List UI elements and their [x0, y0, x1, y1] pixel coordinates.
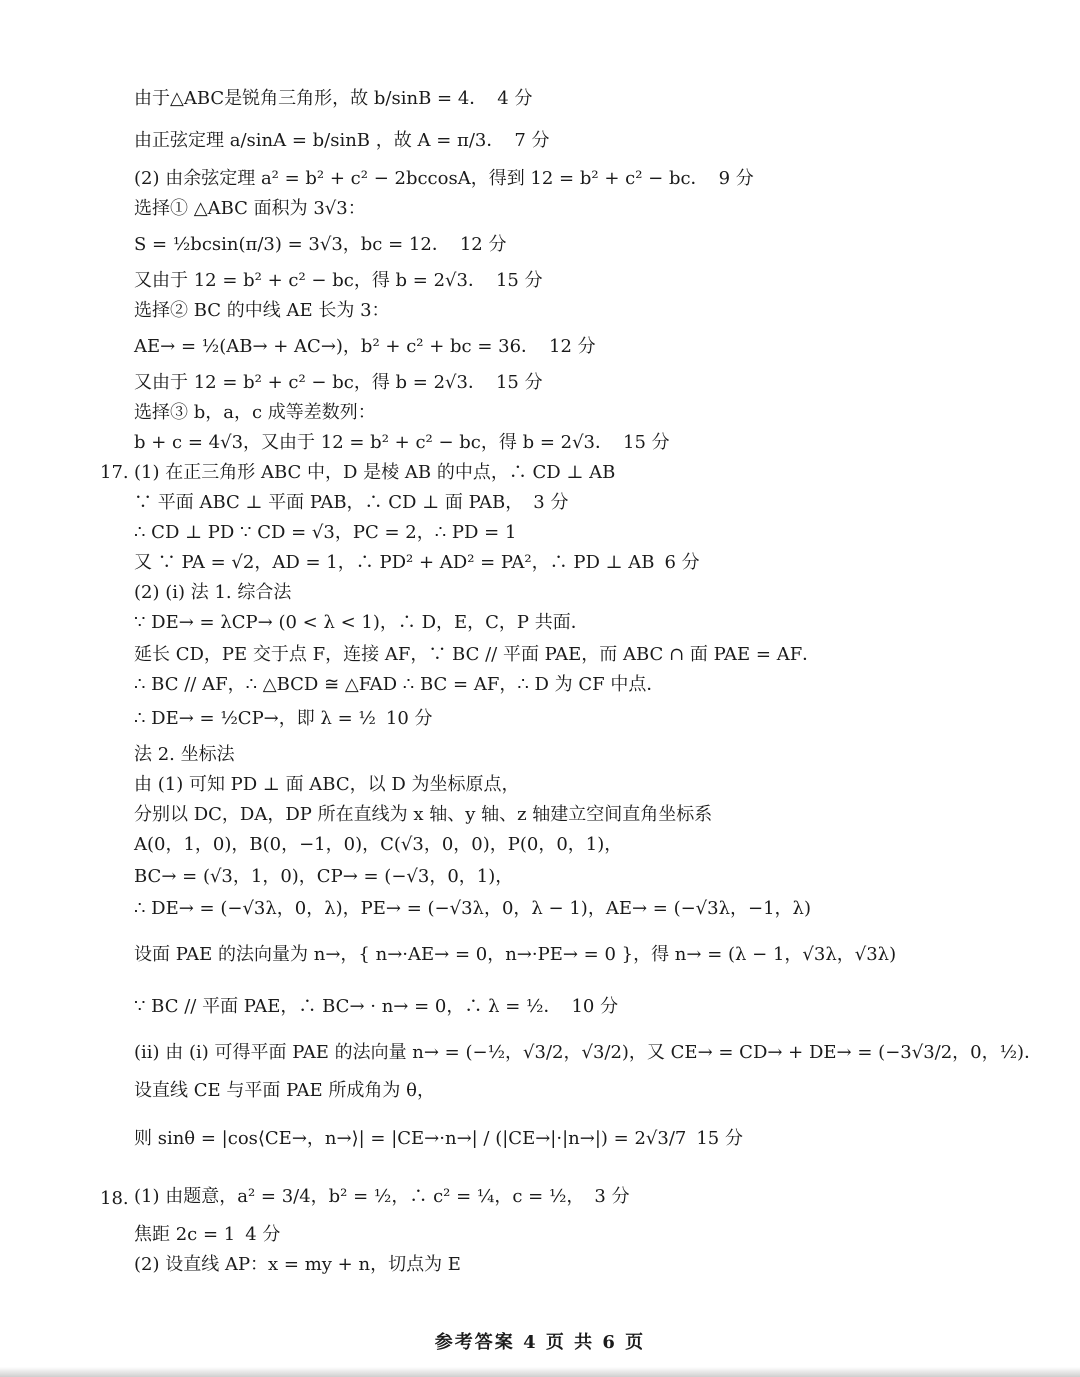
- solution-line: [134, 464, 625, 482]
- line-text: b + c = 4√3，又由于 12 = b² + c² − bc，得 b = 2√3．: [134, 432, 614, 453]
- score-label: 9 分: [718, 168, 754, 189]
- line-text: BC→ = (√3，1，0)，CP→ = (−√3，0，1)，: [134, 866, 514, 887]
- solution-line: [134, 836, 632, 854]
- solution-line: [134, 374, 543, 392]
- line-text: (2) 设直线 AP：x = my + n，切点为 E: [134, 1254, 461, 1275]
- line-text: 由正弦定理 a/sinA = b/sinB ，故 A = π/3．: [134, 130, 505, 151]
- solution-line: [134, 676, 674, 694]
- solution-line: [134, 710, 433, 728]
- line-text: 由于△ABC是锐角三角形，故 b/sinB = 4．: [134, 88, 488, 109]
- solution-line: [134, 1226, 280, 1244]
- score-label: 15 分: [696, 1128, 743, 1149]
- solution-line: [134, 946, 906, 964]
- line-text: (ii) 由 (i) 可得平面 PAE 的法向量 n→ = (−½，√3/2，√3/2)，又 CE→ = CD→ + DE→ = (−3√3/2，0，½)．: [134, 1042, 1043, 1063]
- line-text: 选择② BC 的中线 AE 长为 3：: [134, 300, 390, 321]
- score-label: 4 分: [497, 88, 533, 109]
- score-label: 10 分: [571, 996, 619, 1017]
- question-number-17: 17.: [100, 462, 129, 483]
- score-label: 3 分: [533, 492, 569, 513]
- solution-line: [134, 302, 400, 320]
- score-label: 15 分: [623, 432, 670, 453]
- solution-line: [134, 746, 245, 764]
- line-text: ∵ DE→ = λCP→ (0 < λ < 1)，∴ D，E，C，P 共面．: [134, 612, 589, 633]
- line-text: A(0，1，0)，B(0，−1，0)，C(√3，0，0)，P(0，0，1)，: [134, 834, 623, 855]
- line-text: 设面 PAE 的法向量为 n→，{ n→·AE→ = 0，n→·PE→ = 0 }，得 n→ = (λ − 1，√3λ，√3λ): [134, 944, 897, 965]
- solution-line: [134, 868, 523, 886]
- line-text: ∴ DE→ = (−√3λ，0，λ)，PE→ = (−√3λ，0，λ − 1)，AE→ = (−√3λ，−1，λ): [134, 898, 811, 919]
- solution-line: [134, 584, 301, 602]
- solution-line: [134, 1188, 630, 1206]
- score-label: 7 分: [514, 130, 550, 151]
- solution-line: [134, 646, 830, 664]
- score-label: 10 分: [385, 708, 433, 729]
- score-label: 3 分: [594, 1186, 630, 1207]
- solution-line: [134, 272, 543, 290]
- line-text: ∴ CD ⊥ PD ∵ CD = √3，PC = 2，∴ PD = 1: [134, 522, 517, 543]
- line-text: 由 (1) 可知 PD ⊥ 面 ABC，以 D 为坐标原点，: [134, 774, 520, 795]
- line-text: 焦距 2c = 1: [134, 1224, 236, 1245]
- solution-line: [134, 1130, 743, 1148]
- solution-line: [134, 806, 722, 824]
- line-text: S = ½bcsin(π/3) = 3√3，bc = 12．: [134, 234, 450, 255]
- scan-edge: [0, 1367, 1080, 1377]
- score-label: 15 分: [495, 270, 543, 291]
- score-label: 6 分: [664, 552, 700, 573]
- line-text: 延长 CD，PE 交于点 F，连接 AF，∵ BC // 平面 PAE，而 ABC ∩ 面 PAE = AF．: [134, 644, 821, 665]
- line-text: 选择③ b，a，c 成等差数列：: [134, 402, 376, 423]
- line-text: ∵ 平面 ABC ⊥ 平面 PAB，∴ CD ⊥ 面 PAB，: [134, 492, 524, 513]
- score-label: 12 分: [459, 234, 507, 255]
- line-text: 又 ∵ PA = √2，AD = 1，∴ PD² + AD² = PA²，∴ PD ⊥ AB: [134, 552, 655, 573]
- solution-line: [134, 90, 532, 108]
- line-text: 设直线 CE 与平面 PAE 所成角为 θ，: [134, 1080, 435, 1101]
- line-text: 分别以 DC，DA，DP 所在直线为 x 轴、y 轴、z 轴建立空间直角坐标系: [134, 804, 713, 825]
- line-text: (1) 在正三角形 ABC 中，D 是棱 AB 的中点，∴ CD ⊥ AB: [134, 462, 616, 483]
- solution-line: [134, 236, 506, 254]
- solution-line: [134, 132, 550, 150]
- solution-line: [134, 524, 526, 542]
- line-text: 又由于 12 = b² + c² − bc，得 b = 2√3．: [134, 372, 486, 393]
- solution-line: [134, 554, 700, 572]
- solution-line: [134, 404, 386, 422]
- solution-line: [134, 338, 596, 356]
- score-label: 15 分: [495, 372, 543, 393]
- score-label: 12 分: [549, 336, 596, 357]
- solution-line: [134, 776, 530, 794]
- solution-line: [134, 900, 821, 918]
- line-text: (2) (i) 法 1. 综合法: [134, 582, 292, 603]
- solution-line: [134, 998, 618, 1016]
- line-text: ∴ BC // AF，∴ △BCD ≅ △FAD ∴ BC = AF，∴ D 为 CF 中点．: [134, 674, 665, 695]
- line-text: 选择① △ABC 面积为 3√3：: [134, 198, 366, 219]
- score-label: 4 分: [245, 1224, 281, 1245]
- question-number-18: 18.: [100, 1188, 129, 1209]
- solution-line: [134, 494, 568, 512]
- line-text: 又由于 12 = b² + c² − bc，得 b = 2√3．: [134, 270, 486, 291]
- line-text: ∵ BC // 平面 PAE，∴ BC→ · n→ = 0，∴ λ = ½．: [134, 996, 562, 1017]
- line-text: (1) 由题意，a² = 3/4，b² = ½，∴ c² = ¼，c = ½，: [134, 1186, 585, 1207]
- solution-line: [134, 1082, 445, 1100]
- line-text: AE→ = ½(AB→ + AC→)，b² + c² + bc = 36．: [134, 336, 540, 357]
- line-text: 法 2. 坐标法: [134, 744, 235, 765]
- solution-line: [134, 434, 670, 452]
- solution-line: [134, 1256, 471, 1274]
- solution-line: [134, 200, 376, 218]
- page-footer: 参考答案 4 页 共 6 页: [434, 1332, 646, 1353]
- solution-line: [134, 614, 599, 632]
- solution-line: [134, 170, 754, 188]
- line-text: (2) 由余弦定理 a² = b² + c² − 2bccosA，得到 12 = b² + c² − bc．: [134, 168, 709, 189]
- solution-line: [134, 1044, 1052, 1062]
- line-text: ∴ DE→ = ½CP→，即 λ = ½: [134, 708, 376, 729]
- line-text: 则 sinθ = |cos⟨CE→，n→⟩| = |CE→·n→| / (|CE→|·|n→|) = 2√3/7: [134, 1128, 687, 1149]
